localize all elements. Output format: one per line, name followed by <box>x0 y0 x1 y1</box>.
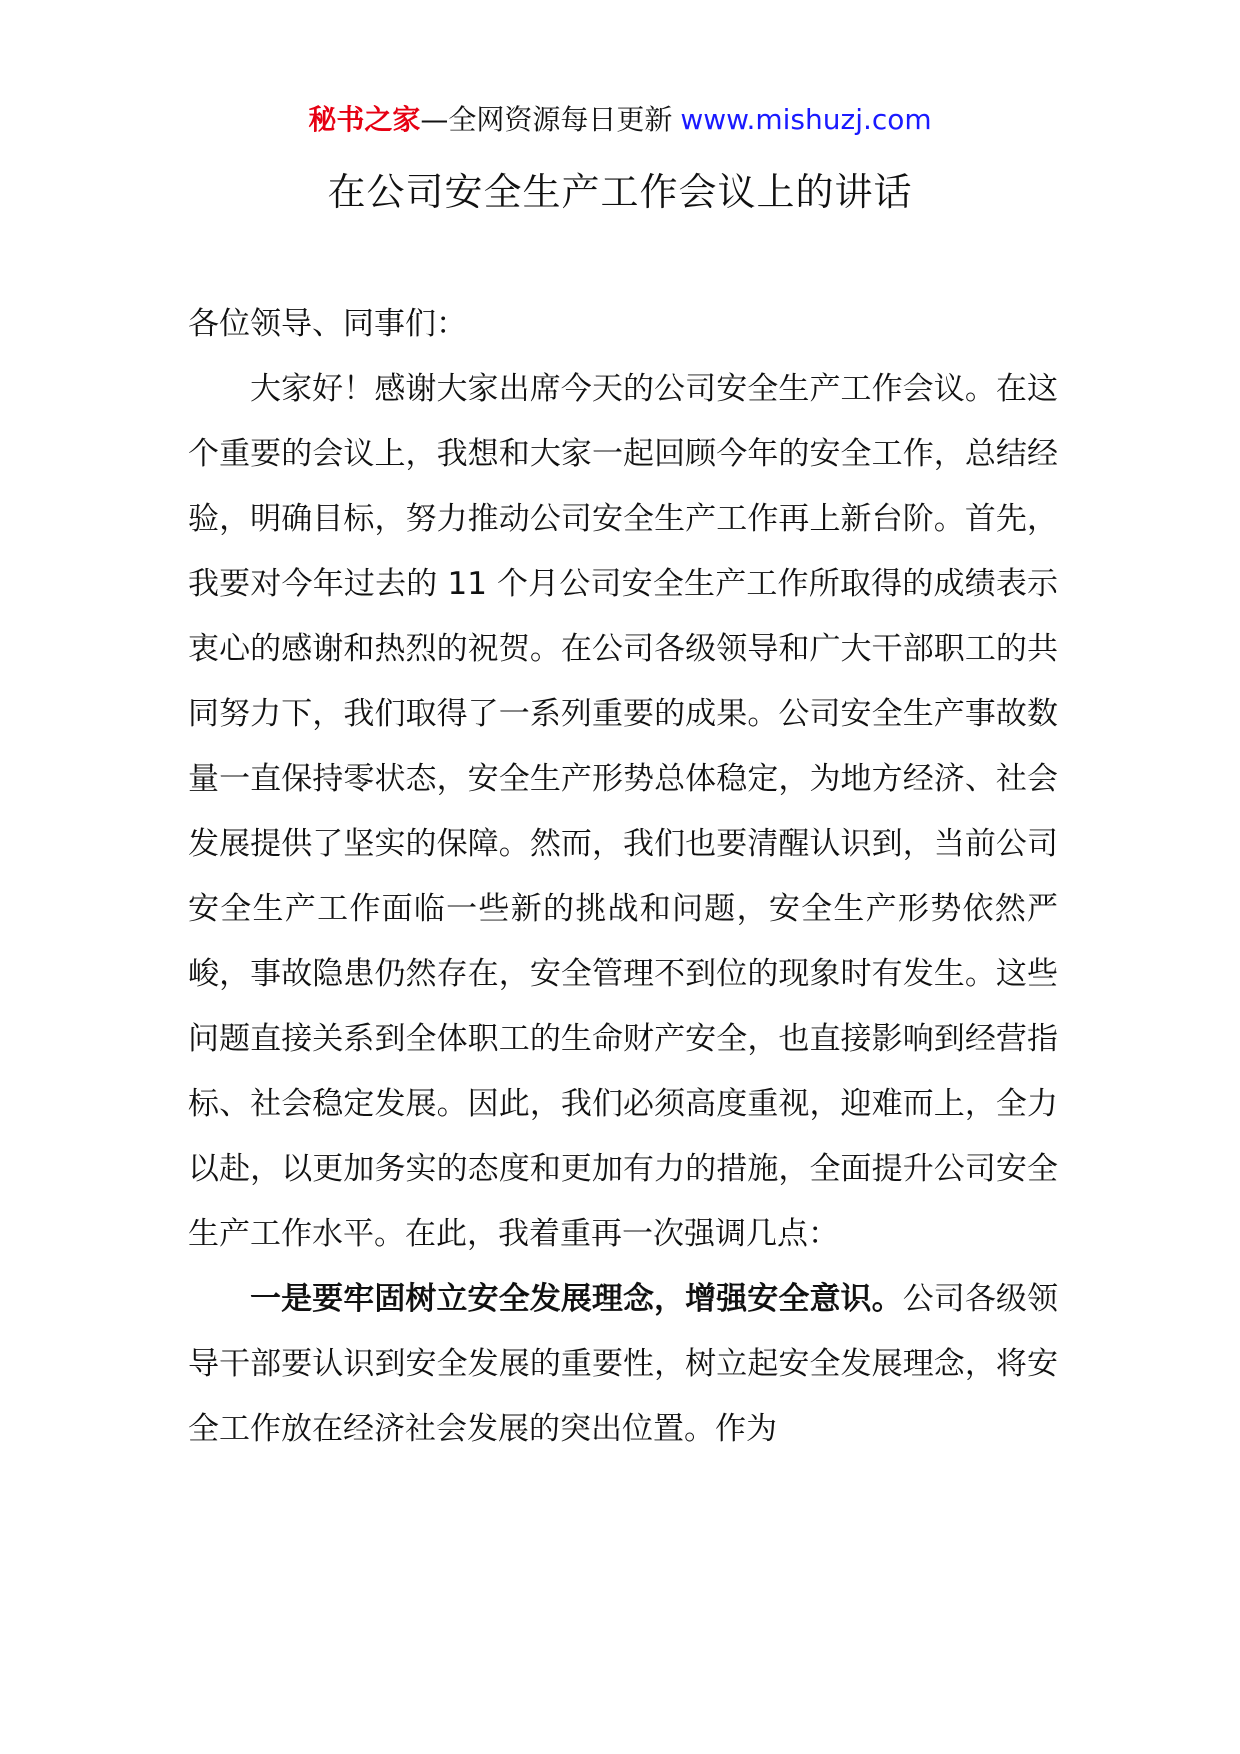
site-url-link[interactable]: www.mishuzj.com <box>680 103 932 136</box>
paragraph-point-1 <box>188 1267 1058 1462</box>
document-title: 在公司安全生产工作会议上的讲话 <box>327 170 913 214</box>
salutation: 各位领导、同事们： <box>188 306 467 342</box>
point-1-heading: 一是要牢固树立安全发展理念，增强安全意识。 <box>250 1281 903 1317</box>
site-brand: 秘书之家 <box>308 103 421 136</box>
site-header <box>0 100 1240 140</box>
site-slogan: —全网资源每日更新 <box>420 103 673 136</box>
paragraph-intro: 大家好！感谢大家出席今天的公司安全生产工作会议。在这个重要的会议上，我想和大家一起回顾今年的安全工作，总结经验，明确目标，努力推动公司安全生产工作再上新台阶。首先，我要对今年过去的 11 个月公司安全生产工作所取得的成绩表示衷心的感谢和热烈的祝贺。在公司各级领导和广大干部职工的共同努力下，我们取得了一系列重要的成果。公司安全生产事故数量一直保持零状态，安全生产形势总体稳定，为地方经济、社会发展提供了坚实的保障。然而，我们也要清醒认识到，当前公司安全生产工作面临一些新的挑战和问题，安全生产形势依然严峻，事故隐患仍然存在，安全管理不到位的现象时有发生。这些问题直接关系到全体职工的生命财产安全，也直接影响到经营指标、社会稳定发展。因此，我们必须高度重视，迎难而上，全力以赴，以更加务实的态度和更加有力的措施，全面提升公司安全生产工作水平。在此，我着重再一次强调几点： <box>188 371 1058 1252</box>
document-body <box>188 292 1058 1462</box>
point-1-text: 公司各级领导干部要认识到安全发展的重要性，树立起安全发展理念，将安全工作放在经济社会发展的突出位置。作为 <box>188 1281 1059 1447</box>
